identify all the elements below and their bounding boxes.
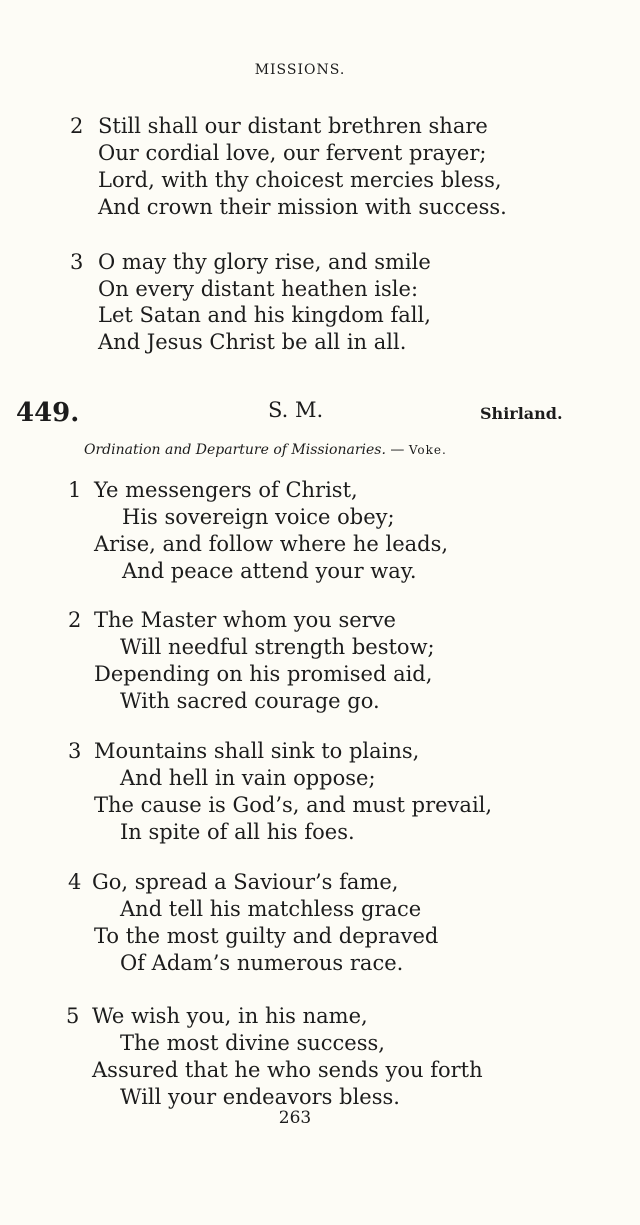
- tune-name: Shirland.: [480, 404, 563, 423]
- verse-line: We wish you, in his name,: [92, 1004, 368, 1028]
- verse-line: Ye messengers of Christ,: [94, 478, 358, 502]
- verse-line: Our cordial love, our fervent prayer;: [98, 141, 487, 165]
- verse-line: Will your endeavors bless.: [120, 1085, 400, 1109]
- verse-line: Assured that he who sends you forth: [92, 1058, 483, 1082]
- verse-line: Of Adam’s numerous race.: [120, 951, 404, 975]
- verse-line: Still shall our distant brethren share: [98, 114, 488, 138]
- page-number: 263: [278, 1108, 312, 1128]
- verse-line: The cause is God’s, and must prevail,: [94, 793, 493, 817]
- stanza-number: 3: [70, 250, 84, 274]
- verse-line: The most divine success,: [120, 1031, 385, 1055]
- stanza-number: 3: [68, 739, 82, 763]
- verse-line: Will needful strength bestow;: [120, 635, 435, 659]
- author: Voke.: [408, 443, 447, 457]
- stanza-number: 2: [70, 114, 84, 138]
- stanza-number: 1: [68, 478, 82, 502]
- verse-line: And hell in vain oppose;: [120, 766, 376, 790]
- verse-line: Arise, and follow where he leads,: [94, 532, 449, 556]
- verse-line: To the most guilty and depraved: [94, 924, 439, 948]
- verse-line: And crown their mission with success.: [98, 195, 507, 219]
- subtitle-dash: —: [385, 442, 409, 458]
- verse-line: And peace attend your way.: [122, 559, 417, 583]
- verse-line: Lord, with thy choicest mercies bless,: [98, 168, 502, 192]
- verse-line: Mountains shall sink to plains,: [94, 739, 420, 763]
- verse-line: And Jesus Christ be all in all.: [98, 330, 407, 354]
- running-head: MISSIONS.: [254, 62, 346, 78]
- stanza-number: 4: [68, 870, 82, 894]
- verse-line: Depending on his promised aid,: [94, 662, 433, 686]
- verse-line: In spite of all his foes.: [120, 820, 355, 844]
- verse-line: Go, spread a Saviour’s fame,: [92, 870, 399, 894]
- stanza-number: 2: [68, 608, 82, 632]
- hymn-meter: S. M.: [268, 398, 324, 422]
- subtitle-text: Ordination and Departure of Missionaries.: [84, 442, 386, 458]
- verse-line: And tell his matchless grace: [120, 897, 422, 921]
- hymn-subtitle: [84, 442, 447, 458]
- hymn-number: 449.: [16, 398, 80, 428]
- verse-line: His sovereign voice obey;: [122, 505, 395, 529]
- verse-line: O may thy glory rise, and smile: [98, 250, 431, 274]
- stanza-number: 5: [66, 1004, 80, 1028]
- verse-line: Let Satan and his kingdom fall,: [98, 303, 431, 327]
- verse-line: On every distant heathen isle:: [98, 277, 419, 301]
- verse-line: The Master whom you serve: [94, 608, 396, 632]
- verse-line: With sacred courage go.: [120, 689, 380, 713]
